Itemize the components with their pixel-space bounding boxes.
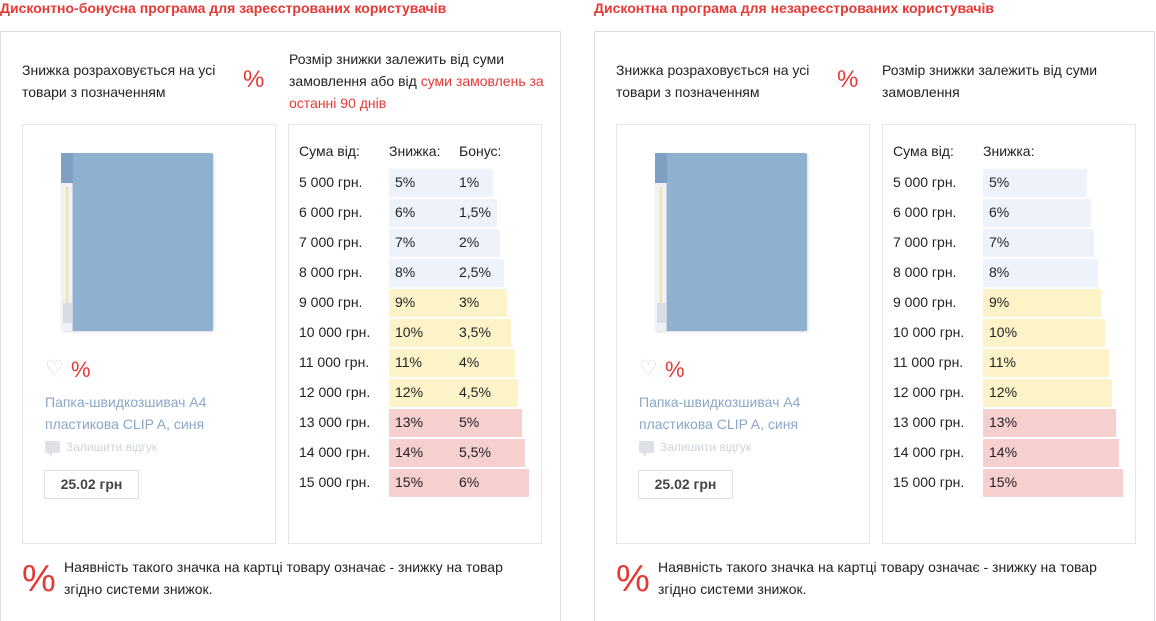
- row-discount: 11%: [395, 354, 422, 370]
- review-bubble-icon: [45, 441, 60, 453]
- table-row: [883, 409, 1135, 437]
- table-row: [883, 289, 1135, 317]
- row-discount: 12%: [395, 384, 424, 400]
- folder-spine-top: [655, 153, 667, 183]
- row-sum: 6 000 грн.: [893, 204, 957, 220]
- row-sum: 13 000 грн.: [299, 414, 371, 430]
- table-row: [883, 169, 1135, 197]
- panel-unregistered: [594, 31, 1155, 621]
- table-row: [289, 199, 541, 227]
- table-header-sum: Сума від:: [893, 143, 954, 159]
- footer-note: Наявність такого значка на картці товару означає - знижку на товар згідно системи знижок.: [658, 559, 1097, 597]
- table-header-discount: Знижка:: [389, 143, 441, 159]
- intro-right-highlight: суми замовлень за останні 90 днів: [289, 73, 544, 111]
- row-sum: 7 000 грн.: [893, 234, 957, 250]
- heart-icon[interactable]: ♡: [639, 357, 658, 380]
- row-discount: 14%: [395, 444, 424, 460]
- panel-registered: [0, 31, 561, 621]
- percent-icon: %: [665, 357, 685, 382]
- row-sum: 11 000 грн.: [299, 354, 370, 370]
- table-row: [883, 229, 1135, 257]
- table-row: [883, 469, 1135, 497]
- row-bonus: 2%: [459, 234, 480, 250]
- row-sum: 12 000 грн.: [893, 384, 965, 400]
- row-sum: 5 000 грн.: [299, 174, 363, 190]
- row-discount: 10%: [395, 324, 424, 340]
- row-sum: 8 000 грн.: [299, 264, 363, 280]
- intro-right-text: [289, 48, 549, 114]
- row-discount: 11%: [989, 354, 1016, 370]
- folder-label: [63, 303, 72, 323]
- review-label: Залишити відгук: [66, 440, 158, 454]
- row-bonus: 5%: [459, 414, 480, 430]
- row-discount: 9%: [989, 294, 1010, 310]
- intro-left-text: Знижка розраховується на усі товари з позначенням: [22, 62, 216, 100]
- table-row: [289, 379, 541, 407]
- table-header-discount: Знижка:: [983, 143, 1035, 159]
- intro-left-text: Знижка розраховується на усі товари з позначенням: [616, 62, 810, 100]
- review-label: Залишити відгук: [660, 440, 752, 454]
- price-tag: 25.02 грн: [44, 470, 139, 499]
- percent-icon: %: [71, 357, 91, 382]
- folder-product-image[interactable]: [655, 153, 807, 331]
- product-name-link[interactable]: Папка-швидкозшивач А4 пластикова CLIP A, синя: [639, 394, 801, 432]
- product-name-link[interactable]: Папка-швидкозшивач А4 пластикова CLIP A, синя: [45, 394, 207, 432]
- row-sum: 10 000 грн.: [893, 324, 965, 340]
- row-discount: 14%: [989, 444, 1018, 460]
- row-bonus: 1,5%: [459, 204, 491, 220]
- table-row: [883, 379, 1135, 407]
- row-sum: 9 000 грн.: [893, 294, 957, 310]
- row-sum: 6 000 грн.: [299, 204, 363, 220]
- intro-right-plain: Розмір знижки залежить від суми замовлення або від: [289, 51, 505, 89]
- table-row: [883, 439, 1135, 467]
- product-card[interactable]: [22, 124, 276, 544]
- row-bonus: 1%: [459, 174, 480, 190]
- row-discount: 15%: [989, 474, 1018, 490]
- row-discount: 7%: [395, 234, 416, 250]
- discount-table: [882, 124, 1136, 544]
- table-row: [289, 289, 541, 317]
- panel-unregistered-title: Дисконтна програма для незареєстрованих користувачів: [594, 0, 994, 16]
- row-bonus: 4%: [459, 354, 480, 370]
- percent-icon: %: [616, 558, 650, 600]
- row-discount: 15%: [395, 474, 424, 490]
- row-sum: 8 000 грн.: [893, 264, 957, 280]
- row-sum: 10 000 грн.: [299, 324, 371, 340]
- row-bonus: 5,5%: [459, 444, 491, 460]
- row-sum: 14 000 грн.: [299, 444, 371, 460]
- table-row: [289, 319, 541, 347]
- table-row: [883, 319, 1135, 347]
- percent-icon: %: [243, 66, 265, 93]
- table-row: [289, 259, 541, 287]
- folder-label: [657, 303, 666, 323]
- row-sum: 15 000 грн.: [893, 474, 965, 490]
- row-sum: 9 000 грн.: [299, 294, 363, 310]
- row-sum: 13 000 грн.: [893, 414, 965, 430]
- table-header-sum: Сума від:: [299, 143, 360, 159]
- table-row: [289, 409, 541, 437]
- row-bonus: 3%: [459, 294, 480, 310]
- product-card[interactable]: [616, 124, 870, 544]
- row-bonus: 2,5%: [459, 264, 491, 280]
- intro-right-text: [882, 59, 1142, 103]
- row-bonus: 4,5%: [459, 384, 491, 400]
- folder-spine-top: [61, 153, 73, 183]
- intro-right-plain: Розмір знижки залежить від суми замовлення: [882, 62, 1098, 100]
- row-discount: 6%: [989, 204, 1010, 220]
- table-row: [883, 199, 1135, 227]
- row-discount: 10%: [989, 324, 1018, 340]
- row-sum: 5 000 грн.: [893, 174, 957, 190]
- row-sum: 15 000 грн.: [299, 474, 371, 490]
- row-discount: 8%: [989, 264, 1010, 280]
- percent-icon: %: [837, 66, 859, 93]
- row-discount: 6%: [395, 204, 416, 220]
- heart-icon[interactable]: ♡: [45, 357, 64, 380]
- review-link[interactable]: [639, 440, 751, 454]
- row-discount: 5%: [989, 174, 1010, 190]
- percent-icon: %: [22, 558, 56, 600]
- row-sum: 11 000 грн.: [893, 354, 964, 370]
- row-discount: 13%: [395, 414, 424, 430]
- row-bonus: 6%: [459, 474, 480, 490]
- discount-table: [288, 124, 542, 544]
- panel-registered-title: Дисконтно-бонусна програма для зареєстрованих користувачів: [0, 0, 447, 16]
- footer-note: Наявність такого значка на картці товару означає - знижку на товар згідно системи знижок.: [64, 559, 503, 597]
- row-sum: 14 000 грн.: [893, 444, 965, 460]
- table-header-bonus: Бонус:: [459, 143, 502, 159]
- review-bubble-icon: [639, 441, 654, 453]
- table-row: [289, 469, 541, 497]
- folder-spine-line: [66, 187, 68, 317]
- row-discount: 9%: [395, 294, 416, 310]
- price-tag: 25.02 грн: [638, 470, 733, 499]
- row-discount: 8%: [395, 264, 416, 280]
- table-row: [883, 349, 1135, 377]
- row-discount: 12%: [989, 384, 1018, 400]
- folder-product-image[interactable]: [61, 153, 213, 331]
- row-discount: 5%: [395, 174, 416, 190]
- table-row: [883, 259, 1135, 287]
- row-bonus: 3,5%: [459, 324, 491, 340]
- row-sum: 12 000 грн.: [299, 384, 371, 400]
- folder-spine-line: [660, 187, 662, 317]
- row-discount: 13%: [989, 414, 1018, 430]
- table-row: [289, 349, 541, 377]
- review-link[interactable]: [45, 440, 157, 454]
- table-row: [289, 169, 541, 197]
- row-discount: 7%: [989, 234, 1010, 250]
- table-row: [289, 229, 541, 257]
- row-sum: 7 000 грн.: [299, 234, 363, 250]
- table-row: [289, 439, 541, 467]
